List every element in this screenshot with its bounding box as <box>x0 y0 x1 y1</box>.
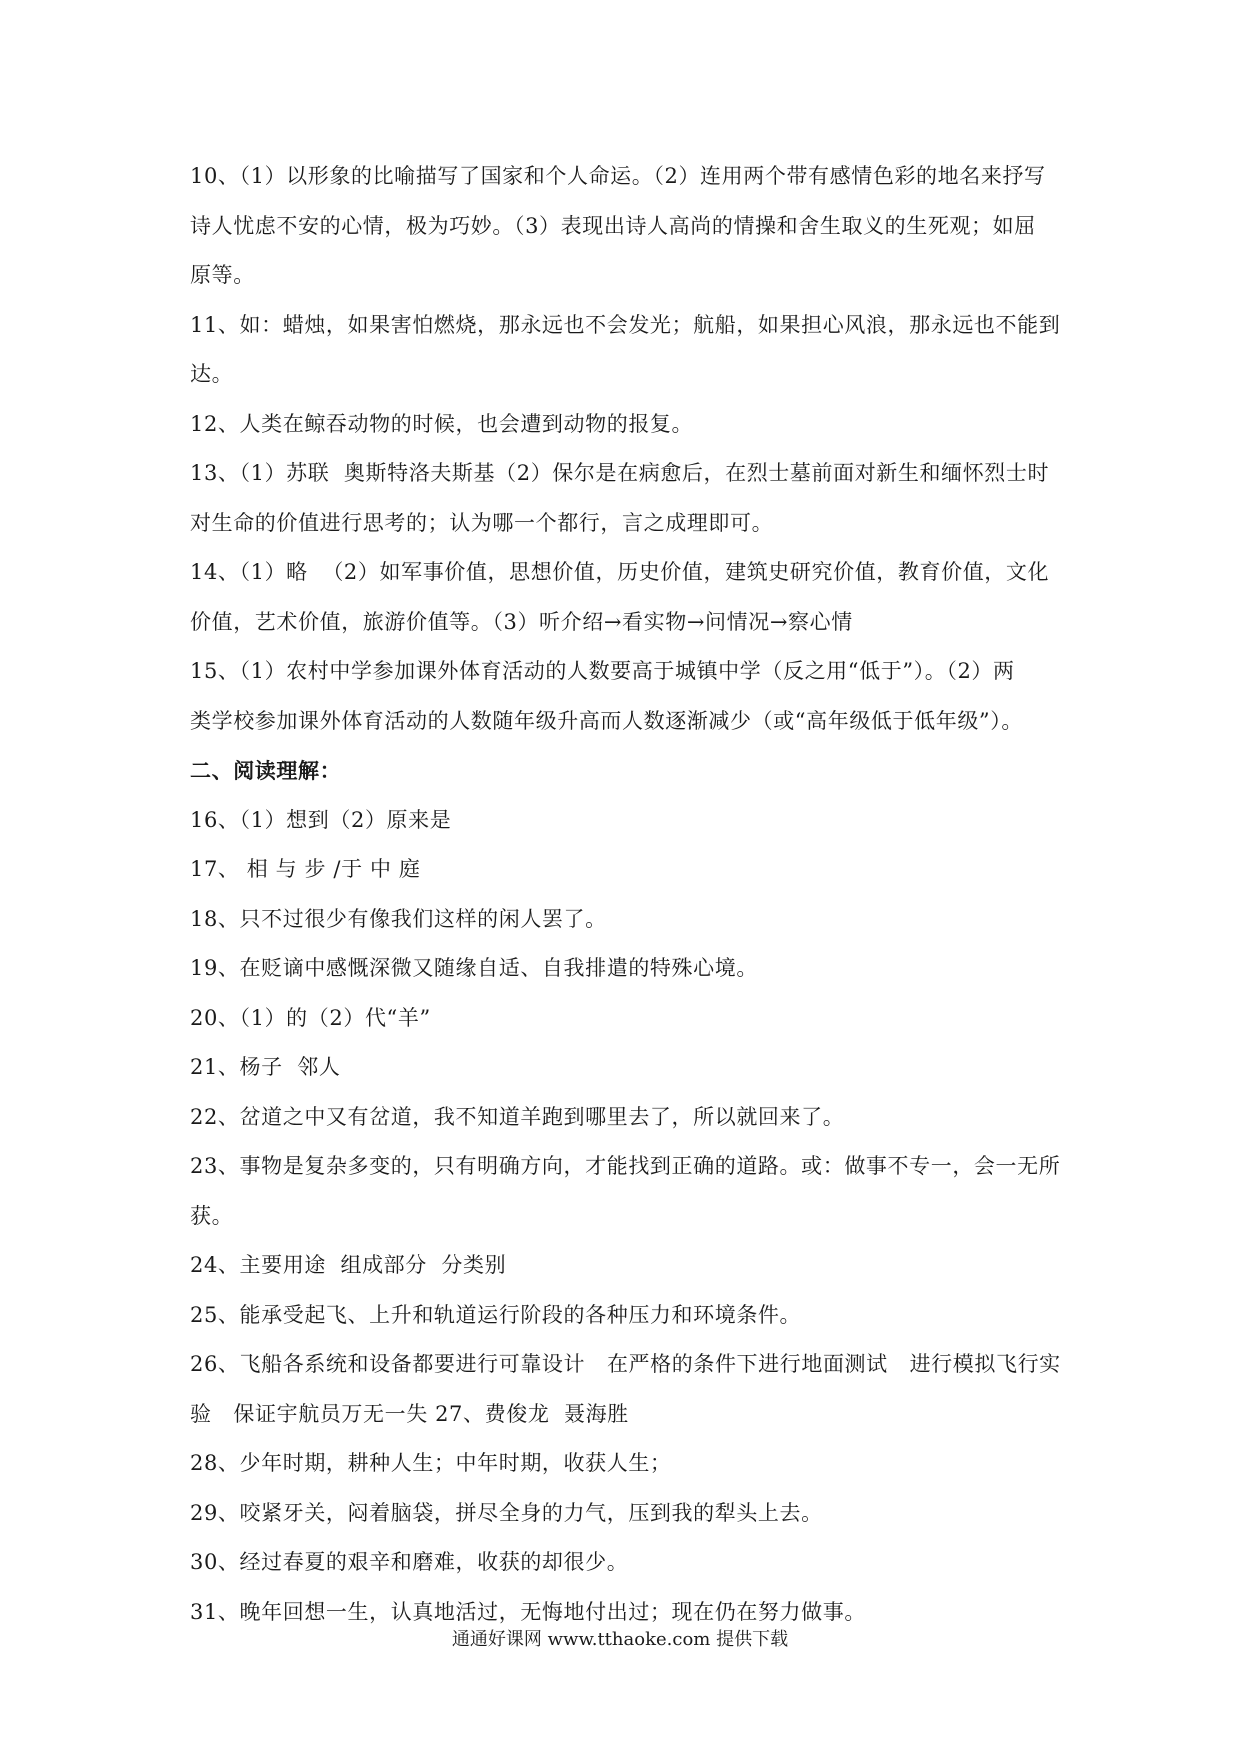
answer-line-20: 20、（1）的（2）代“羊” <box>190 1005 431 1030</box>
answer-line-11a: 11、如：蜡烛，如果害怕燃烧，那永远也不会发光；航船，如果担心风浪，那永远也不能到 <box>190 312 1061 337</box>
answer-line-18: 18、只不过很少有像我们这样的闲人罢了。 <box>190 906 607 931</box>
answer-line-21: 21、杨子 邻人 <box>190 1055 341 1079</box>
answer-line-23a: 23、事物是复杂多变的，只有明确方向，才能找到正确的道路。或：做事不专一，会一无所 <box>190 1154 1061 1178</box>
answer-line-17: 17、 相 与 步 /于 中 庭 <box>190 857 421 881</box>
section-heading-reading: 二、阅读理解： <box>190 758 342 783</box>
answer-line-10b: 诗人忧虑不安的心情，极为巧妙。（3）表现出诗人高尚的情操和舍生取义的生死观；如屈 <box>190 213 1036 238</box>
answer-line-23b: 获。 <box>190 1203 234 1228</box>
answer-line-30: 30、经过春夏的艰辛和磨难，收获的却很少。 <box>190 1550 629 1574</box>
answer-line-24: 24、主要用途 组成部分 分类别 <box>190 1253 507 1277</box>
answer-line-12: 12、人类在鲸吞动物的时候，也会遭到动物的报复。 <box>190 411 694 436</box>
answer-line-13b: 对生命的价值进行思考的；认为哪一个都行，言之成理即可。 <box>190 510 774 535</box>
answer-line-26b: 验 保证宇航员万无一失 27、费俊龙 聂海胜 <box>190 1401 629 1426</box>
answer-line-31: 31、晚年回想一生，认真地活过，无悔地付出过；现在仍在努力做事。 <box>190 1599 866 1624</box>
answer-line-10c: 原等。 <box>190 263 255 287</box>
answer-line-19: 19、在贬谪中感慨深微又随缘自适、自我排遣的特殊心境。 <box>190 956 758 980</box>
answer-line-10a: 10、（1）以形象的比喻描写了国家和个人命运。（2）连用两个带有感情色彩的地名来抒写 <box>190 164 1046 188</box>
answer-line-14b: 价值，艺术价值，旅游价值等。（3）听介绍→看实物→问情况→察心情 <box>190 609 853 634</box>
answer-line-16: 16、（1）想到（2）原来是 <box>190 807 452 832</box>
answer-line-29: 29、咬紧牙关，闷着脑袋，拼尽全身的力气，压到我的犁头上去。 <box>190 1500 823 1525</box>
answer-line-14a: 14、（1）略 （2）如军事价值，思想价值，历史价值，建筑史研究价值，教育价值，文化 <box>190 560 1050 584</box>
answer-line-22: 22、岔道之中又有岔道，我不知道羊跑到哪里去了，所以就回来了。 <box>190 1104 845 1129</box>
page-footer: 通通好课网 www.tthaoke.com 提供下载 <box>451 1629 789 1650</box>
answer-line-26a: 26、飞船各系统和设备都要进行可靠设计 在严格的条件下进行地面测试 进行模拟飞行实 <box>190 1352 1061 1376</box>
answer-line-13a: 13、（1）苏联 奥斯特洛夫斯基（2）保尔是在病愈后，在烈士墓前面对新生和缅怀烈士时 <box>190 461 1050 485</box>
answer-line-15a: 15、（1）农村中学参加课外体育活动的人数要高于城镇中学（反之用“低于”）。（2）两 <box>190 659 1015 683</box>
answer-line-11b: 达。 <box>190 362 234 386</box>
answer-line-28: 28、少年时期，耕种人生；中年时期，收获人生； <box>190 1451 672 1475</box>
answer-line-15b: 类学校参加课外体育活动的人数随年级升高而人数逐渐减少（或“高年级低于低年级”）。 <box>190 708 1023 733</box>
answer-line-25: 25、能承受起飞、上升和轨道运行阶段的各种压力和环境条件。 <box>190 1302 802 1327</box>
answer-document <box>190 152 1070 1637</box>
